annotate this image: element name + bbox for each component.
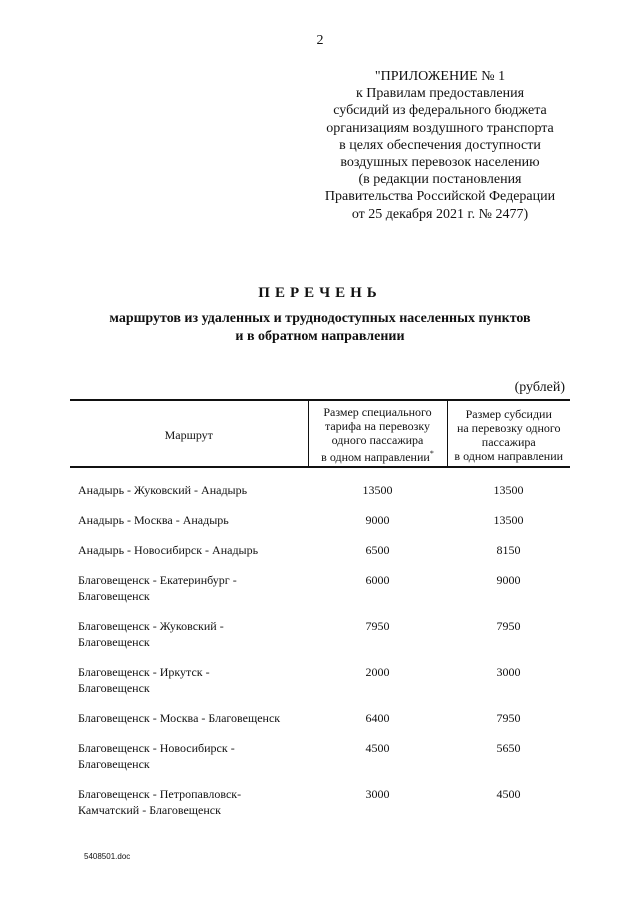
route-line: Анадырь - Москва - Анадырь <box>78 513 229 527</box>
header-rate-line <box>311 433 445 447</box>
appendix-line: Правительства Российской Федерации <box>324 189 556 205</box>
appendix-heading <box>295 68 585 223</box>
route-line: Камчатский - Благовещенск <box>78 803 221 817</box>
route-line: Благовещенск - Жуковский - <box>78 619 224 633</box>
table-row <box>70 710 570 726</box>
header-route: Маршрут <box>70 400 308 467</box>
special-rate-cell: 9000 <box>365 513 390 527</box>
special-rate-cell: 6000 <box>365 573 390 587</box>
subsidy-cell: 4500 <box>496 787 521 801</box>
route-line: Благовещенск - Новосибирск - <box>78 741 235 755</box>
table-row <box>70 786 570 818</box>
header-rate-text: тарифа на перевозку <box>324 419 431 433</box>
subsidy-cell: 3000 <box>496 665 521 679</box>
appendix-line: от 25 декабря 2021 г. № 2477) <box>351 206 529 222</box>
subtitle-line: и в обратном направлении <box>235 329 405 344</box>
appendix-line: (в редакции постановления <box>358 172 522 188</box>
subsidy-cell: 7950 <box>496 619 521 633</box>
special-rate-cell: 6400 <box>365 711 390 725</box>
route-cell <box>70 740 308 772</box>
table-row <box>70 572 570 604</box>
route-line: Благовещенск - Москва - Благовещенск <box>78 711 281 725</box>
route-cell <box>70 786 308 818</box>
route-cell <box>70 618 308 650</box>
appendix-line: организациям воздушного транспорта <box>326 120 554 136</box>
route-line: Благовещенск - Екатеринбург - <box>78 573 237 587</box>
special-rate-cell: 2000 <box>365 665 390 679</box>
header-rate-text: Размер специального <box>323 405 432 419</box>
header-subsidy-line: пассажира <box>481 434 536 449</box>
route-line: Благовещенск <box>78 757 150 771</box>
table-row <box>70 482 570 498</box>
table-row <box>70 664 570 696</box>
route-line: Благовещенск <box>78 635 150 649</box>
route-line: Благовещенск <box>78 681 150 695</box>
subtitle-line: маршрутов из удаленных и труднодоступных населенных пунктов <box>109 311 531 326</box>
route-line: Благовещенск - Петропавловск- <box>78 787 242 801</box>
header-rate-text: в одном направлении <box>321 450 430 464</box>
subsidy-cell: 5650 <box>496 741 521 755</box>
units-label: (рублей) <box>514 380 565 395</box>
header-rate-line <box>311 419 445 433</box>
route-line: Анадырь - Жуковский - Анадырь <box>78 483 248 497</box>
header-rate-text: одного пассажира <box>331 433 424 447</box>
subsidy-cell: 8150 <box>496 543 521 557</box>
appendix-line: воздушных перевозок населению <box>340 155 540 171</box>
routes-table-body <box>70 467 570 818</box>
special-rate-cell: 7950 <box>365 619 390 633</box>
routes-table <box>70 399 570 818</box>
subsidy-cell: 9000 <box>496 573 521 587</box>
route-line: Анадырь - Новосибирск - Анадырь <box>78 543 259 557</box>
header-subsidy-line: на перевозку одного <box>456 420 561 435</box>
special-rate-cell: 6500 <box>365 543 390 557</box>
table-row <box>70 740 570 772</box>
footnote-marker: * <box>429 449 434 458</box>
route-cell <box>70 664 308 696</box>
appendix-line: к Правилам предоставления <box>355 86 525 102</box>
header-rate-line <box>311 405 445 419</box>
special-rate-cell: 4500 <box>365 741 390 755</box>
route-cell <box>70 512 308 528</box>
header-rate-line <box>311 447 445 464</box>
table-header-row <box>70 400 570 467</box>
route-line: Благовещенск - Иркутск - <box>78 665 210 679</box>
route-cell <box>70 572 308 604</box>
special-rate-cell: 13500 <box>362 483 393 497</box>
document-title: ПЕРЕЧЕНЬ <box>258 285 382 301</box>
subsidy-cell: 13500 <box>493 513 524 527</box>
appendix-line: в целях обеспечения доступности <box>339 137 541 153</box>
footer-file-name: 5408501.doc <box>84 852 131 861</box>
table-row <box>70 542 570 558</box>
route-cell <box>70 710 308 726</box>
header-special-rate <box>308 400 447 467</box>
header-subsidy <box>447 400 570 467</box>
special-rate-cell: 3000 <box>365 787 390 801</box>
route-line: Благовещенск <box>78 589 150 603</box>
table-row <box>70 618 570 650</box>
page-number: 2 <box>316 33 324 48</box>
route-cell <box>70 542 308 558</box>
header-subsidy-line: в одном направлении <box>454 448 564 463</box>
appendix-line: "ПРИЛОЖЕНИЕ № 1 <box>374 69 506 84</box>
subsidy-cell: 7950 <box>496 711 521 725</box>
route-cell <box>70 482 308 498</box>
appendix-line: субсидий из федерального бюджета <box>333 103 547 119</box>
document-subtitle <box>0 310 640 346</box>
table-row <box>70 512 570 528</box>
header-subsidy-line: Размер субсидии <box>465 406 552 421</box>
subsidy-cell: 13500 <box>493 483 524 497</box>
